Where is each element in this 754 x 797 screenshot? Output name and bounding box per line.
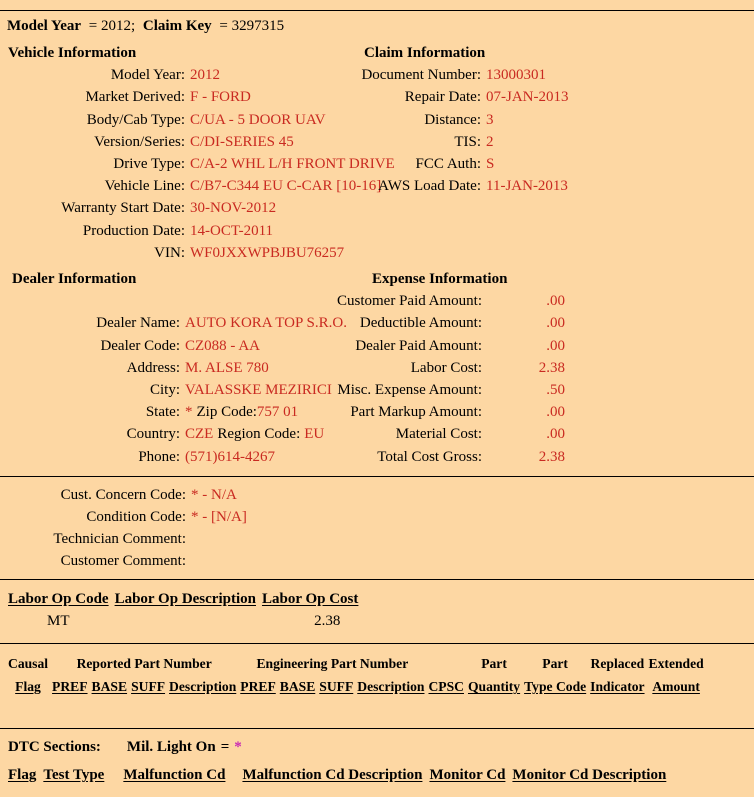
causal-flag-column <box>8 652 48 698</box>
mil-light-on-equals: = <box>220 739 230 756</box>
row-labor-cost <box>332 357 754 379</box>
quantity-header: Quantity <box>467 679 521 695</box>
field-value: .00 <box>546 426 565 443</box>
row-misc-expense-amount <box>332 379 754 401</box>
row-model-year <box>8 64 348 86</box>
field-label: Customer Comment: <box>60 553 186 570</box>
field-label: Body/Cab Type: <box>86 111 185 128</box>
flag-header: Flag <box>15 679 41 695</box>
part-type-code-column <box>524 652 586 698</box>
field-value: VALASSKE MEZIRICI <box>185 382 332 399</box>
field-value: 2012 <box>190 67 220 84</box>
field-value: 07-JAN-2013 <box>486 89 569 106</box>
row-dealer-name <box>12 312 347 334</box>
field-value: WF0JXXWPBJBU76257 <box>190 244 345 261</box>
field-label: FCC Auth: <box>415 156 481 173</box>
dtc-malfunction-cd-header: Malfunction Cd <box>123 767 226 784</box>
row-country-region <box>12 423 332 445</box>
row-warranty-start-date <box>8 197 348 219</box>
row-repair-date <box>348 86 754 108</box>
parts-table <box>0 644 754 728</box>
row-production-date <box>8 220 348 242</box>
row-customer-paid-amount <box>332 290 754 312</box>
field-label: Labor Cost: <box>410 359 482 376</box>
field-value: 2.38 <box>538 359 565 376</box>
extended-amount-column <box>649 652 704 698</box>
mil-light-on-value: * <box>234 739 242 756</box>
engineering-part-number-group <box>240 652 424 698</box>
reported-part-number-header: Reported Part Number <box>76 656 212 672</box>
field-label: Country: <box>126 426 180 443</box>
field-value: (571)614-4267 <box>185 448 275 465</box>
row-dealer-code <box>12 335 332 357</box>
field-label: Total Cost Gross: <box>377 448 482 465</box>
labor-op-description-header: Labor Op Description <box>114 590 256 607</box>
field-label: Material Cost: <box>395 426 482 443</box>
pref-header: PREF <box>52 679 88 695</box>
expense-info-section <box>332 268 754 468</box>
dtc-monitor-cd-description-header: Monitor Cd Description <box>512 767 667 784</box>
field-label: VIN: <box>154 244 185 261</box>
row-fcc-auth <box>348 153 754 175</box>
row-version-series <box>8 131 348 153</box>
dtc-monitor-cd-header: Monitor Cd <box>429 767 506 784</box>
causal-header: Causal <box>8 656 49 672</box>
row-part-markup-amount <box>332 401 754 423</box>
field-label: Technician Comment: <box>53 531 186 548</box>
labor-op-table <box>0 580 754 643</box>
model-year-title-value: = 2012; <box>88 18 136 34</box>
description-header: Description <box>169 679 237 695</box>
row-vehicle-line <box>8 175 382 197</box>
labor-op-code-cell: MT <box>47 612 70 629</box>
claim-info-section <box>348 42 754 264</box>
field-label: Dealer Name: <box>96 315 180 332</box>
region-code-label: Region Code: <box>217 426 301 443</box>
labor-op-cost-header: Labor Op Cost <box>261 590 359 607</box>
row-cust-concern-code <box>8 484 754 506</box>
vehicle-info-section <box>0 42 395 264</box>
zip-code-value: 757 01 <box>256 404 299 421</box>
base-header: BASE <box>91 679 128 695</box>
field-label: Model Year: <box>110 67 185 84</box>
field-value: 11-JAN-2013 <box>486 178 568 195</box>
description-header: Description <box>357 679 425 695</box>
mil-light-on-label: Mil. Light On <box>126 739 216 756</box>
region-code-value: EU <box>304 426 325 443</box>
field-label: Address: <box>126 359 180 376</box>
field-value: .00 <box>546 293 565 310</box>
field-label: Vehicle Line: <box>104 178 185 195</box>
field-label: State: <box>145 404 180 421</box>
vehicle-info-heading: Vehicle Information <box>8 45 137 61</box>
expense-info-heading: Expense Information <box>372 271 508 288</box>
field-value: C/UA - 5 DOOR UAV <box>190 111 326 128</box>
field-value: .00 <box>546 315 565 332</box>
suff-header: SUFF <box>131 679 166 695</box>
extended-header: Extended <box>648 656 704 672</box>
dtc-flag-header: Flag <box>8 767 37 784</box>
dtc-test-type-header: Test Type <box>43 767 105 784</box>
field-value: .00 <box>546 337 565 354</box>
field-value: .50 <box>546 382 565 399</box>
row-vin <box>8 242 348 264</box>
field-value: * - N/A <box>191 486 237 503</box>
type-code-header: Type Code <box>524 679 587 695</box>
field-label: Deductible Amount: <box>359 315 482 332</box>
field-label: City: <box>149 382 180 399</box>
field-label: TIS: <box>454 133 481 150</box>
cpsc-top-spacer <box>428 652 464 675</box>
field-label: Cust. Concern Code: <box>60 486 186 503</box>
field-value: CZ088 - AA <box>185 337 260 354</box>
zip-code-label: Zip Code: <box>196 404 257 421</box>
field-value: 14-OCT-2011 <box>190 222 274 239</box>
field-label: Dealer Paid Amount: <box>355 337 482 354</box>
dtc-sections-label: DTC Sections: <box>8 739 101 756</box>
cpsc-column <box>428 652 464 698</box>
replaced-header: Replaced <box>590 656 645 672</box>
row-deductible-amount <box>332 312 754 334</box>
row-document-number <box>348 64 754 86</box>
engineering-part-number-header: Engineering Part Number <box>256 656 409 672</box>
pref-header: PREF <box>240 679 276 695</box>
part-header: Part <box>481 656 507 672</box>
field-value: 2 <box>486 133 494 150</box>
row-tis <box>348 131 754 153</box>
labor-op-cost-cell: 2.38 <box>314 612 341 629</box>
row-body-cab-type <box>8 109 348 131</box>
field-label: Warranty Start Date: <box>61 200 185 217</box>
field-label: Drive Type: <box>113 156 185 173</box>
claim-key-title-value: = 3297315 <box>219 18 285 34</box>
dtc-section <box>0 729 754 786</box>
field-value: 3 <box>486 111 494 128</box>
field-label: Dealer Code: <box>100 337 180 354</box>
row-total-cost-gross <box>332 446 754 468</box>
row-customer-comment <box>8 550 754 572</box>
field-label: AWS Load Date: <box>378 178 481 195</box>
amount-header: Amount <box>652 679 700 695</box>
field-label: Version/Series: <box>94 133 185 150</box>
page-title <box>0 11 754 39</box>
field-label: Repair Date: <box>404 89 481 106</box>
field-label: Document Number: <box>361 67 481 84</box>
field-value: 13000301 <box>486 67 546 84</box>
reported-part-number-group <box>52 652 236 698</box>
indicator-header: Indicator <box>590 679 645 695</box>
row-drive-type <box>8 153 395 175</box>
row-phone <box>12 446 332 468</box>
comments-section <box>0 477 754 579</box>
labor-op-code-header: Labor Op Code <box>8 590 109 607</box>
dealer-info-heading: Dealer Information <box>12 271 137 288</box>
field-value: M. ALSE 780 <box>185 359 269 376</box>
field-value: F - FORD <box>190 89 251 106</box>
country-value: CZE <box>185 426 214 443</box>
row-city <box>12 379 332 401</box>
labor-op-description-cell <box>115 610 256 632</box>
dealer-expense-band <box>0 264 754 468</box>
part-quantity-column <box>468 652 520 698</box>
field-value: * - [N/A] <box>191 509 247 526</box>
field-value: C/A-2 WHL L/H FRONT DRIVE <box>190 156 395 173</box>
row-address <box>12 357 332 379</box>
row-material-cost <box>332 423 754 445</box>
row-aws-load-date <box>348 175 754 197</box>
vehicle-claim-band <box>0 39 754 264</box>
field-value: 2.38 <box>538 448 565 465</box>
field-label: Phone: <box>138 448 180 465</box>
field-value: C/B7-C344 EU C-CAR [10-16] <box>190 178 382 195</box>
field-value: C/DI-SERIES 45 <box>190 133 294 150</box>
row-condition-code <box>8 506 754 528</box>
field-value: .00 <box>546 404 565 421</box>
field-label: Customer Paid Amount: <box>336 293 482 310</box>
field-value: 30-NOV-2012 <box>190 200 277 217</box>
row-technician-comment <box>8 528 754 550</box>
spacer-row <box>12 290 332 312</box>
field-label: Misc. Expense Amount: <box>337 382 482 399</box>
replaced-indicator-column <box>590 652 644 698</box>
field-label: Market Derived: <box>85 89 185 106</box>
cpsc-header: CPSC <box>428 679 464 695</box>
suff-header: SUFF <box>319 679 354 695</box>
field-label: Part Markup Amount: <box>350 404 482 421</box>
base-header: BASE <box>279 679 316 695</box>
row-dealer-paid-amount <box>332 335 754 357</box>
part-header: Part <box>542 656 568 672</box>
model-year-title-label: Model Year <box>7 18 82 34</box>
state-value: * <box>185 404 193 421</box>
claim-key-title-label: Claim Key <box>142 18 212 34</box>
dtc-malfunction-cd-description-header: Malfunction Cd Description <box>242 767 423 784</box>
field-label: Distance: <box>424 111 481 128</box>
field-label: Production Date: <box>82 222 185 239</box>
claim-info-heading: Claim Information <box>364 45 486 61</box>
row-distance <box>348 109 754 131</box>
field-value: AUTO KORA TOP S.R.O. <box>185 315 347 332</box>
field-value: S <box>486 156 495 173</box>
row-market-derived <box>8 86 348 108</box>
dealer-info-section <box>0 268 347 468</box>
row-state-zip <box>12 401 332 423</box>
field-label: Condition Code: <box>86 509 186 526</box>
